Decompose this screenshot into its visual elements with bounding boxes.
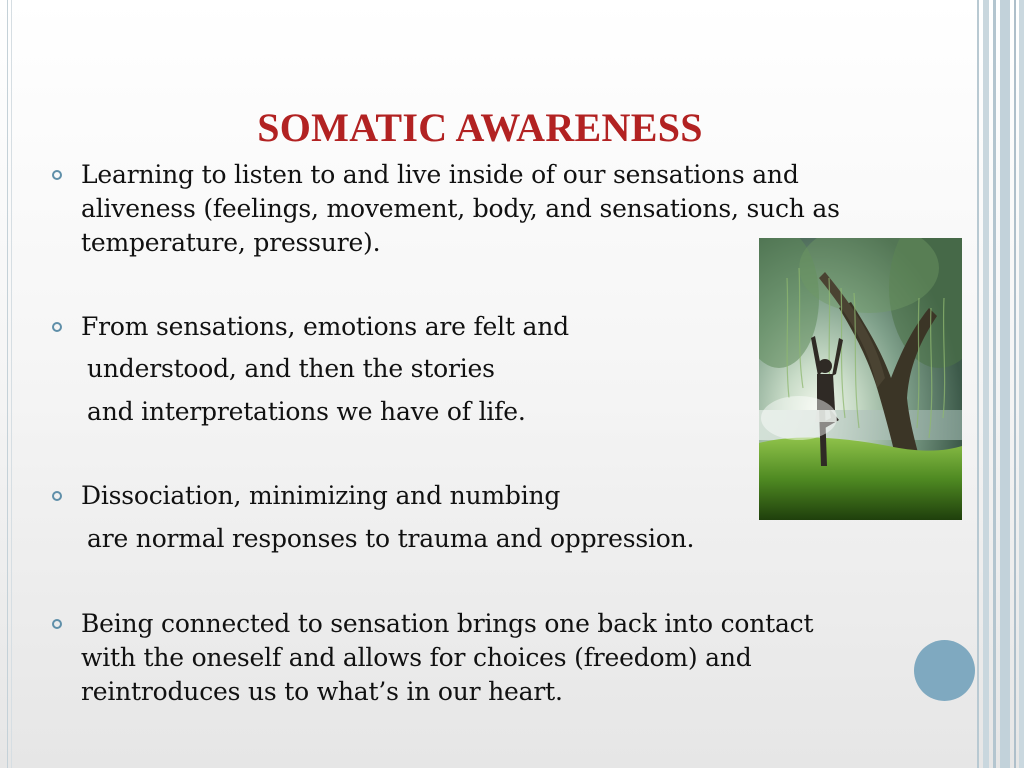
- bullet-3-line-2: are normal responses to trauma and oppression.: [87, 524, 695, 553]
- right-band-stripe: [1014, 0, 1016, 768]
- right-band-stripe: [983, 0, 989, 768]
- right-band-stripe: [977, 0, 979, 768]
- bullet-marker-3: [52, 491, 62, 501]
- bullet-2-line-3: and interpretations we have of life.: [87, 397, 526, 426]
- bullet-2-line-1: From sensations, emotions are felt and: [81, 312, 569, 341]
- bullet-marker-2: [52, 322, 62, 332]
- right-band-stripe: [1019, 0, 1024, 768]
- bullet-4-line-2: with the oneself and allows for choices (freedom) and: [81, 643, 752, 672]
- person-in-tree-pose-under-willow-tree-icon: [759, 238, 962, 520]
- decorative-circle: [914, 640, 975, 701]
- bullet-1-line-1: Learning to listen to and live inside of our sensations and: [81, 160, 799, 189]
- slide-title: SOMATIC AWARENESS: [257, 105, 703, 150]
- bullet-marker-4: [52, 619, 62, 629]
- bullet-1-line-3: temperature, pressure).: [81, 228, 381, 257]
- tree-pose-photo: [759, 238, 962, 520]
- bullet-3-line-1: Dissociation, minimizing and numbing: [81, 481, 561, 510]
- bullet-2-line-2: understood, and then the stories: [87, 354, 495, 383]
- right-band-stripe: [1000, 0, 1010, 768]
- bullet-1-line-2: aliveness (feelings, movement, body, and sensations, such as: [81, 194, 840, 223]
- bullet-4-line-1: Being connected to sensation brings one back into contact: [81, 609, 814, 638]
- bullet-4-line-3: reintroduces us to what’s in our heart.: [81, 677, 563, 706]
- bullet-marker-1: [52, 170, 62, 180]
- right-band-stripe: [993, 0, 996, 768]
